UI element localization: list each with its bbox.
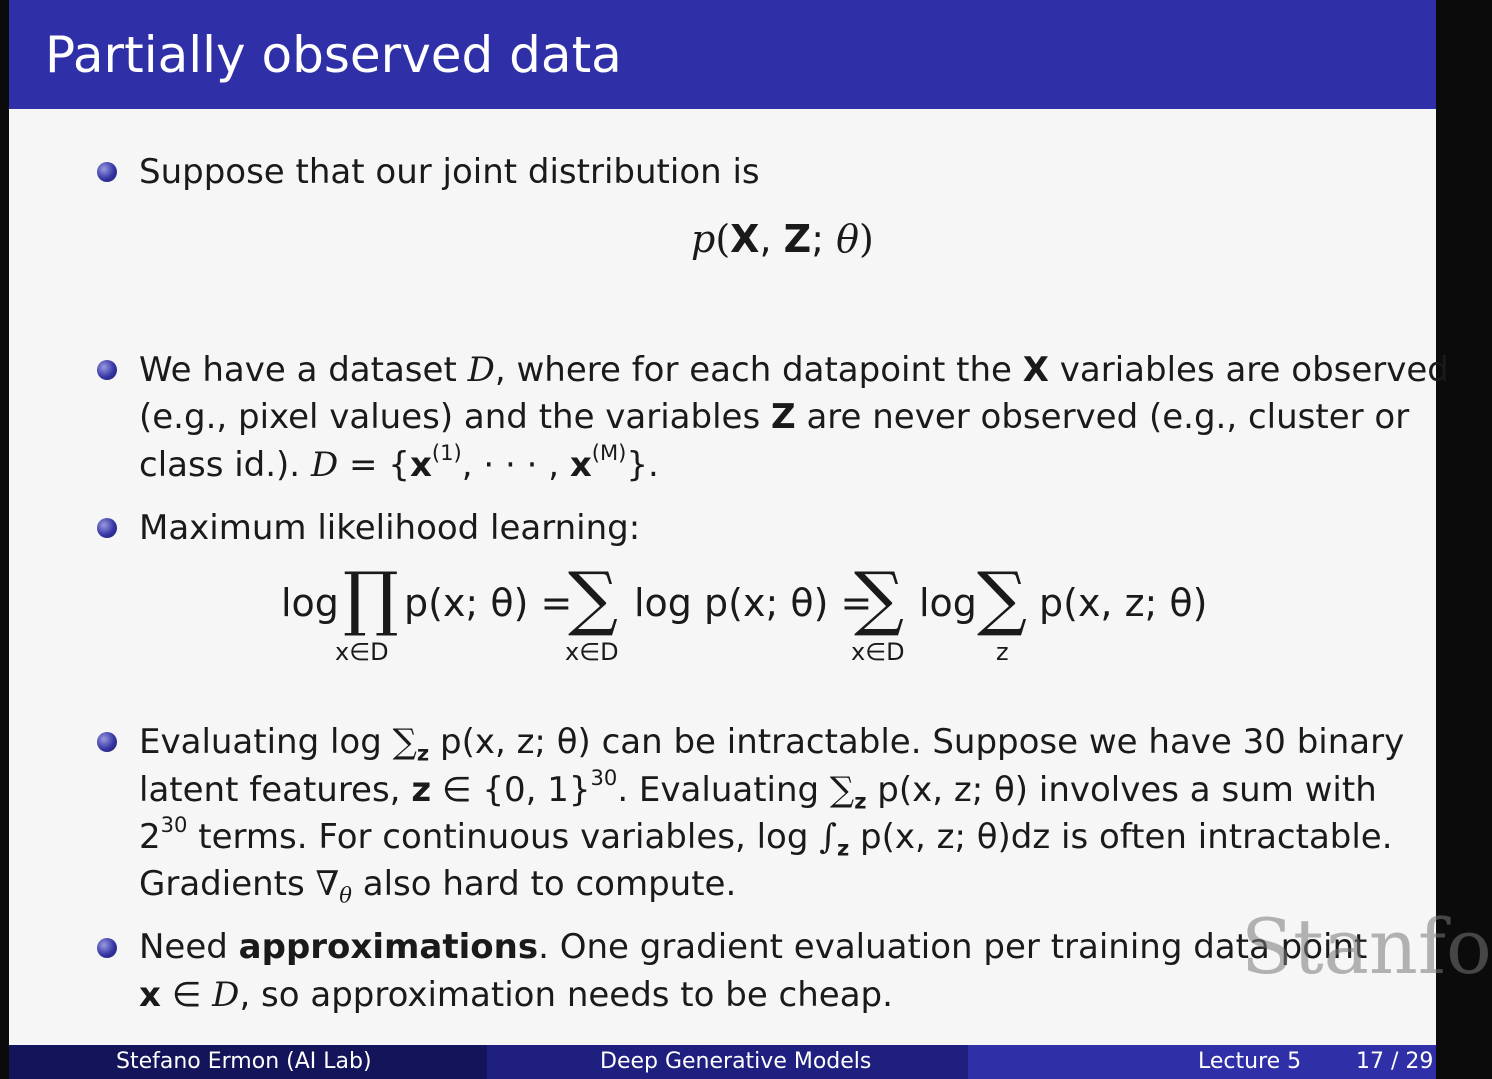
bullet4-line1: Evaluating $\log \sum_z$ p(x, z; θ) can be intractable. Suppose we have 30 binary bbox=[139, 722, 1405, 766]
title-bar bbox=[9, 0, 1436, 109]
bullet-icon bbox=[97, 938, 117, 958]
footer-course-segment bbox=[487, 1045, 968, 1079]
stanford-watermark: Stanfo bbox=[1241, 902, 1492, 991]
bullet-icon bbox=[97, 360, 117, 380]
bullet2-line1: We have a dataset D, where for each datapoint the X variables are observed bbox=[139, 350, 1449, 390]
bullet-icon bbox=[97, 162, 117, 182]
slide: Partially observed data Suppose that our joint distribution is p(X, Z; θ) We have a dataset D, where for each datapoint the X variables are observed (e.g., pixel values) and the variables Z are never observed (e.g., cluster or class id.). $D = \{x^{(1)}$, · · · , $x^{(M)}$}. Maximum likelihood learning: log ∏ x∈D p(x; θ) = ∑ x∈D log p(x; θ) = ∑ x∈D log ∑ z p(x, z; θ) Evaluating $\log \sum_z$ p(x, z; θ) can be intractable. Suppose we have 30 binary latent features, z ∈ {0, 1}$^{30}$. Evaluating $\sum_z$ p(x, z; θ) involves a sum with $2^{30}$ terms. For continuous variables, $\log \int_z$ p(x, z; θ)dz is often intractable. Gradients $\nabla_\theta$ also hard to compute. Need approximations. One gradient evaluation per training data point x ∈ D, so approximation needs to be cheap. Stanfo Stefano Ermon (AI Lab) Deep Generative Models Lecture 5 17 / 29 bbox=[9, 0, 1436, 1079]
bullet4-line3: $2^{30}$ terms. For continuous variables, $\log \int_z$ p(x, z; θ)dz is often intractable. bbox=[139, 812, 1393, 861]
bullet4-line4: Gradients $\nabla_\theta$ also hard to compute. bbox=[139, 864, 737, 908]
footer-bar bbox=[9, 1045, 1436, 1079]
footer-course: Deep Generative Models bbox=[600, 1049, 872, 1074]
bullet5-line2: x ∈ D, so approximation needs to be cheap. bbox=[139, 975, 893, 1015]
bullet2-line2: (e.g., pixel values) and the variables Z are never observed (e.g., cluster or bbox=[139, 397, 1410, 437]
footer-lecture-segment bbox=[968, 1045, 1436, 1079]
bullet-icon bbox=[97, 732, 117, 752]
footer-page-number: 17 / 29 bbox=[1356, 1049, 1434, 1074]
bullet1-text: Suppose that our joint distribution is bbox=[139, 152, 760, 192]
footer-lecture: Lecture 5 bbox=[1198, 1049, 1302, 1074]
footer-author: Stefano Ermon (AI Lab) bbox=[116, 1049, 372, 1074]
bullet3-text: Maximum likelihood learning: bbox=[139, 508, 641, 548]
joint-distribution-formula: p(X, Z; θ) bbox=[691, 217, 874, 261]
bullet5-line1: Need approximations. One gradient evaluation per training data point bbox=[139, 927, 1368, 967]
bullet-icon bbox=[97, 518, 117, 538]
bullet4-line2: latent features, z ∈ {0, 1}$^{30}$. Evaluating $\sum_z$ p(x, z; θ) involves a sum with bbox=[139, 765, 1377, 814]
slide-title: Partially observed data bbox=[45, 26, 622, 84]
bullet2-line3: class id.). $D = \{x^{(1)}$, · · · , $x^{(M)}$}. bbox=[139, 440, 659, 485]
footer-author-segment bbox=[9, 1045, 487, 1079]
